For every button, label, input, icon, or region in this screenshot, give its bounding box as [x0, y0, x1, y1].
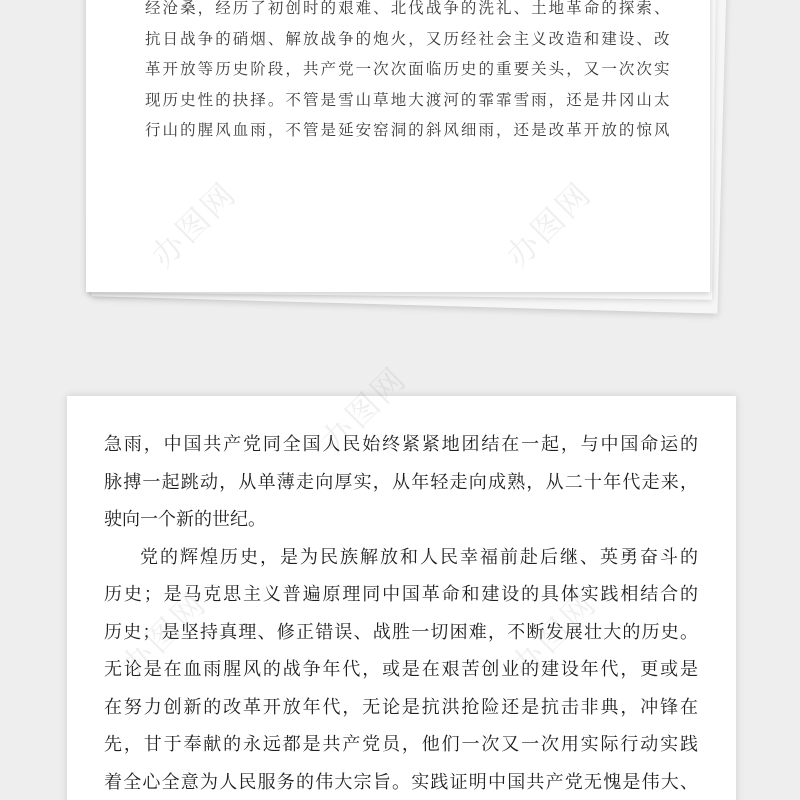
text-line: 着全心全意为人民服务的伟大宗旨。实践证明中国共产党无愧是伟大、	[104, 771, 698, 793]
document-page-top	[86, 0, 710, 292]
text-line: 行山的腥风血雨，不管是延安窑洞的斜风细雨，还是改革开放的惊风	[145, 121, 670, 139]
text-line: 现历史性的抉择。不管是雪山草地大渡河的霏霏雪雨，还是井冈山太	[145, 90, 670, 109]
paragraph-first-line: 党的辉煌历史，是为民族解放和人民幸福前赴后继、英勇奋斗的	[140, 546, 698, 568]
document-page-bottom	[67, 396, 736, 800]
text-line: 历史；是坚持真理、修正错误、战胜一切困难，不断发展壮大的历史。	[104, 621, 698, 643]
page-top-text	[145, 0, 670, 146]
text-line: 先，甘于奉献的永远都是共产党员，他们一次又一次用实际行动实践	[104, 734, 698, 755]
page-bottom-text	[104, 426, 698, 800]
text-line: 急雨，中国共产党同全国人民始终紧紧地团结在一起，与中国命运的	[104, 434, 698, 455]
text-line: 经沧桑，经历了初创时的艰难、北伐战争的洗礼、土地革命的探索、	[145, 0, 670, 17]
text-line: 革开放等历史阶段，共产党一次次面临历史的重要关头，又一次次实	[145, 60, 670, 78]
text-line: 在努力创新的改革开放年代，无论是抗洪抢险还是抗击非典，冲锋在	[104, 696, 698, 718]
text-line: 脉搏一起跳动，从单薄走向厚实，从年轻走向成熟，从二十年代走来，	[104, 471, 698, 493]
text-line: 历史；是马克思主义普遍原理同中国革命和建设的具体实践相结合的	[104, 584, 698, 605]
text-line: 抗日战争的硝烟、解放战争的炮火，又历经社会主义改造和建设、改	[145, 29, 670, 48]
text-line: 无论是在血雨腥风的战争年代，或是在艰苦创业的建设年代，更或是	[104, 659, 698, 680]
text-line: 驶向一个新的世纪。	[104, 509, 266, 530]
